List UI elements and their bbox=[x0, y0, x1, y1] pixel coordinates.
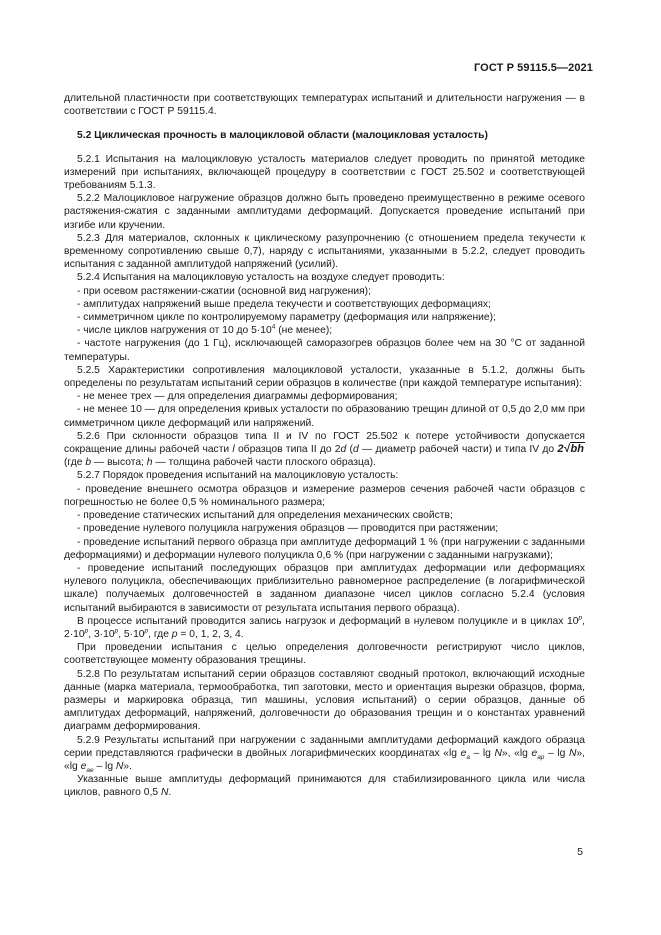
clause-5-2-3: 5.2.3 Для материалов, склонных к циклическому разупрочнению (с отношением предела текучести к временному сопротивлению свыше 0,7), наряду с испытаниями, указанными в 5.2.2, следует проводить испытания с заданной амплитудой напряжений (усилий). bbox=[64, 232, 585, 271]
list-item: - симметричном цикле по контролируемому параметру (деформация или напряжение); bbox=[77, 312, 496, 324]
list-item: - проведение нулевого полуцикла нагружения образцов — проводится при растяжении; bbox=[77, 523, 499, 535]
page-number: 5 bbox=[577, 846, 583, 858]
sqrt-formula: 2√bh bbox=[557, 443, 584, 456]
clause-5-2-7: 5.2.7 Порядок проведения испытаний на малоцикловую усталость: bbox=[77, 470, 399, 482]
list-item: - не менее трех — для определения диаграммы деформирования; bbox=[77, 391, 398, 403]
clause-5-2-1: 5.2.1 Испытания на малоцикловую усталость материалов следует проводить по принятой методике измерений при испытаниях, включающей процедуру в соответствии с ГОСТ 25.502 и соответствующей требованиям 5.1.3. bbox=[64, 153, 585, 192]
clause-5-2-9: 5.2.9 Результаты испытаний при нагружении с заданными амплитудами деформаций каждого образца серии представляются графически в двойных логарифмических координатах «lg $e_a$ – lg N», «lg $e_{ap}$ – lg N», «lg $e_{ae}$ – lg N». bbox=[64, 734, 585, 774]
page-body bbox=[64, 92, 585, 800]
list-item-cycles: - числе циклов нагружения от 10 до $5\cdot 10^4$ (не менее); bbox=[77, 323, 333, 337]
clause-5-2-7-process: В процессе испытаний проводится запись нагрузок и деформаций в нулевом полуцикле и в циклах 10$^p$, $2\cdot 10^p$, $3\cdot 10^p$, $5\cdot 10^p$, где p = 0, 1, 2, 3, 4. bbox=[64, 614, 585, 640]
standard-code: ГОСТ Р 59115.5—2021 bbox=[473, 62, 593, 74]
list-item: - проведение внешнего осмотра образцов и измерение размеров сечения рабочей части образцов с погрешностью не более 0,5 % номинального размера; bbox=[64, 483, 585, 508]
clause-5-2-4: 5.2.4 Испытания на малоцикловую усталость на воздухе следует проводить: bbox=[77, 272, 445, 284]
clause-5-2-8: 5.2.8 По результатам испытаний серии образцов составляют сводный протокол, включающий исходные данные (марка материала, термообработка, тип заготовки, место и ориентация вырезки образцов, форма, размеры и маркировка образца, тип машины, условия испытаний) о серии образцов, данные об амплитудах деформаций, напряжений, долговечности до образования трещин и о константах уравнений диаграмм деформирования. bbox=[64, 668, 585, 733]
clause-5-2-5: 5.2.5 Характеристики сопротивления малоцикловой усталости, указанные в 5.1.2, должны быть определены по результатам испытаний серии образцов в количестве (при каждой температуре испытания): bbox=[64, 364, 585, 390]
list-item: - не менее 10 — для определения кривых усталости по образованию трещин длиной от 0,5 до 2,0 мм при симметричном цикле деформаций или напряжений. bbox=[64, 404, 585, 429]
list-item: - проведение испытаний первого образца при амплитуде деформаций 1 % (при нагружении с заданными деформациями) и деформации нулевого полуцикла 0,6 % (при нагружении с заданными нагрузками); bbox=[64, 536, 585, 561]
list-item: - при осевом растяжении-сжатии (основной вид нагружения); bbox=[77, 285, 371, 297]
list-item: - амплитудах напряжений выше предела текучести и соответствующих деформациях; bbox=[77, 298, 491, 310]
clause-5-2-9-fix: Указанные выше амплитуды деформаций принимаются для стабилизированного цикла или числа циклов, равного 0,5 N. bbox=[64, 774, 585, 799]
list-item-frequency: - частоте нагружения (до 1 Гц), исключающей саморазогрев образцов более чем на 30 °C от заданной температуры. bbox=[64, 338, 585, 363]
clause-5-2-7-fix: При проведении испытания с целью определения долговечности регистрируют число циклов, соответствующее моменту образования трещины. bbox=[64, 642, 585, 667]
intro-paragraph: длительной пластичности при соответствующих температурах испытаний и длительности нагружения — в соответствии с ГОСТ Р 59115.4. bbox=[64, 93, 585, 118]
list-item: - проведение статических испытаний для определения механических свойств; bbox=[77, 510, 453, 522]
clause-5-2-6: 5.2.6 При склонности образцов типа II и IV по ГОСТ 25.502 к потере устойчивости допускается сокращение длины рабочей части l образцов типа II до 2d (d — диаметр рабочей части) и типа IV до 2√bh (где b — высота; h — толщина рабочей части плоского образца). bbox=[64, 430, 585, 469]
section-title: 5.2 Циклическая прочность в малоцикловой области (малоцикловая усталость) bbox=[77, 130, 488, 142]
list-item: - проведение испытаний последующих образцов при амплитудах деформации или деформациях нулевого полуцикла, обеспечивающих приблизительно равномерное распределение (в логарифмической шкале) получаемых долговечностей в заданном диапазоне чисел циклов согласно 5.2.4 (условия испытаний выбираются в зависимости от результата испытания первого образца). bbox=[64, 562, 585, 614]
clause-5-2-2: 5.2.2 Малоцикловое нагружение образцов должно быть проведено преимущественно в режиме осевого растяжения-сжатия с заданными амплитудами деформаций. Допускается проведение испытаний при изгибе или кручении. bbox=[64, 193, 585, 231]
